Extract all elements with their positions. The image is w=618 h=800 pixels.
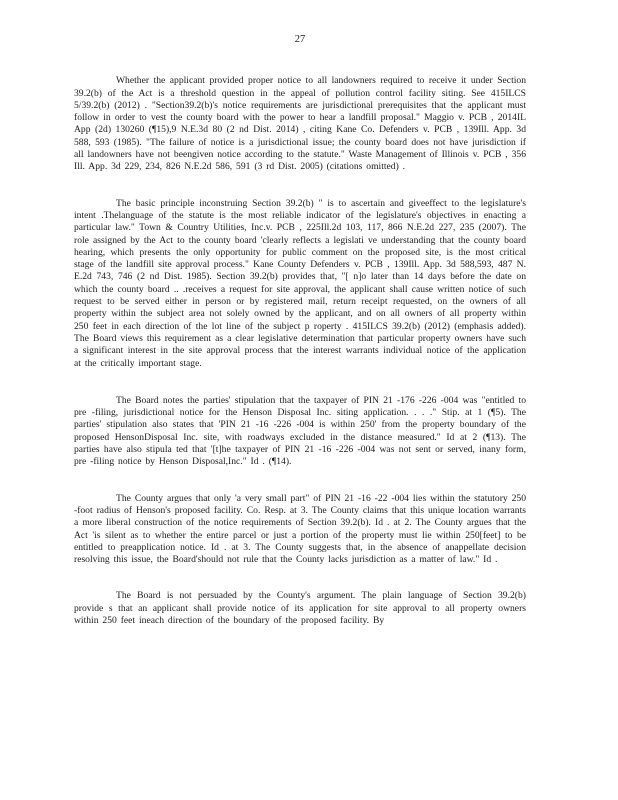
page-number: 27 xyxy=(294,34,306,45)
paragraph-county-argues: The County argues that only 'a very small part" of PIN 21 -16 -22 -004 lies within the statutory 250 -foot radius of Henson's proposed facility. Co. Resp. at 3. The County claims that this unique location warrants a more liberal construction of the notice requirements of Section 39.2(b). Id . at 2. The County argues that the Act 'is silent as to whether the entire parcel or just a portion of the property must lie within 250[feet] to be entitled to preapplication notice. Id . at 3. The County suggests that, in the absence of anappellate decision resolving this issue, the Board'should not rule that the County lacks jurisdiction as a matter of law." Id . xyxy=(74,492,526,566)
paragraph-parties-stipulation: The Board notes the parties' stipulation that the taxpayer of PIN 21 -176 -226 -004 was "entitled to pre -filing, jurisdictional notice for the Henson Disposal Inc. siting application. . . ." Stip. at 1 (¶5). The parties' stipulation also states that 'PIN 21 -16 -226 -004 is within 250' from the property boundary of the proposed HensonDisposal Inc. site, with roadways excluded in the distance measured." Id at 2 (¶13). The parties have also stipula ted that '[t]he taxpayer of PIN 21 -16 -226 -004 was not sent or served, inany form, pre -filing notice by Henson Disposal,Inc." Id . (¶14). xyxy=(74,394,526,468)
paragraph-notice-threshold: Whether the applicant provided proper notice to all landowners required to receive it under Section 39.2(b) of the Act is a threshold question in the appeal of pollution control facility siting. See 415ILCS 5/39.2(b) (2012) . "Section39.2(b)'s notice requirements are jurisdictional prerequisites that the applicant must follow in order to vest the county board with the power to hear a landfill proposal." Maggio v. PCB , 2014IL App (2d) 130260 (¶15),9 N.E.3d 80 (2 nd Dist. 2014) , citing Kane Co. Defenders v. PCB , 139Ill. App. 3d 588, 593 (1985). "The failure of notice is a jurisdictional issue; the county board does not have jurisdiction if all landowners have not beengiven notice according to the statute." Waste Management of Illinois v. PCB , 356 Ill. App. 3d 229, 234, 826 N.E.2d 586, 591 (3 rd Dist. 2005) (citations omitted) . xyxy=(74,75,526,173)
paragraph-board-not-persuaded: The Board is not persuaded by the County's argument. The plain language of Section 39.2(b) provide s that an applicant shall provide notice of its application for site approval to all property owners within 250 feet ineach direction of the boundary of the proposed facility. By xyxy=(74,590,526,626)
paragraph-basic-principle: The basic principle inconstruing Section 39.2(b) " is to ascertain and giveeffect to the legislature's intent .Thelanguage of the statute is the most reliable indicator of the legislature's objectives in enacting a particular law." Town & Country Utilities, Inc.v. PCB , 225Ill.2d 103, 117, 866 N.E.2d 227, 235 (2007). The role assigned by the Act to the county board 'clearly reflects a legislati ve understanding that the county board hearing, which presents the only opportunity for public comment on the proposed site, is the most critical stage of the landfill site approval process." Kane County Defenders v. PCB , 139Ill. App. 3d 588,593, 487 N. E.2d 743, 746 (2 nd Dist. 1985). Section 39.2(b) provides that, "[ n]o later than 14 days before the date on which the county board .. .receives a request for site approval, the applicant shall cause written notice of such request to be served either in person or by registered mail, return receipt requested, on the owners of all property within the subject area not solely owned by the applicant, and on all owners of all property within 250 feet in each direction of the lot line of the subject p roperty . 415ILCS 39.2(b) (2012) (emphasis added). The Board views this requirement as a clear legislative determination that particular property owners have such a significant interest in the site approval process that the interest warrants individual notice of the application at the critically important stage. xyxy=(74,197,526,369)
